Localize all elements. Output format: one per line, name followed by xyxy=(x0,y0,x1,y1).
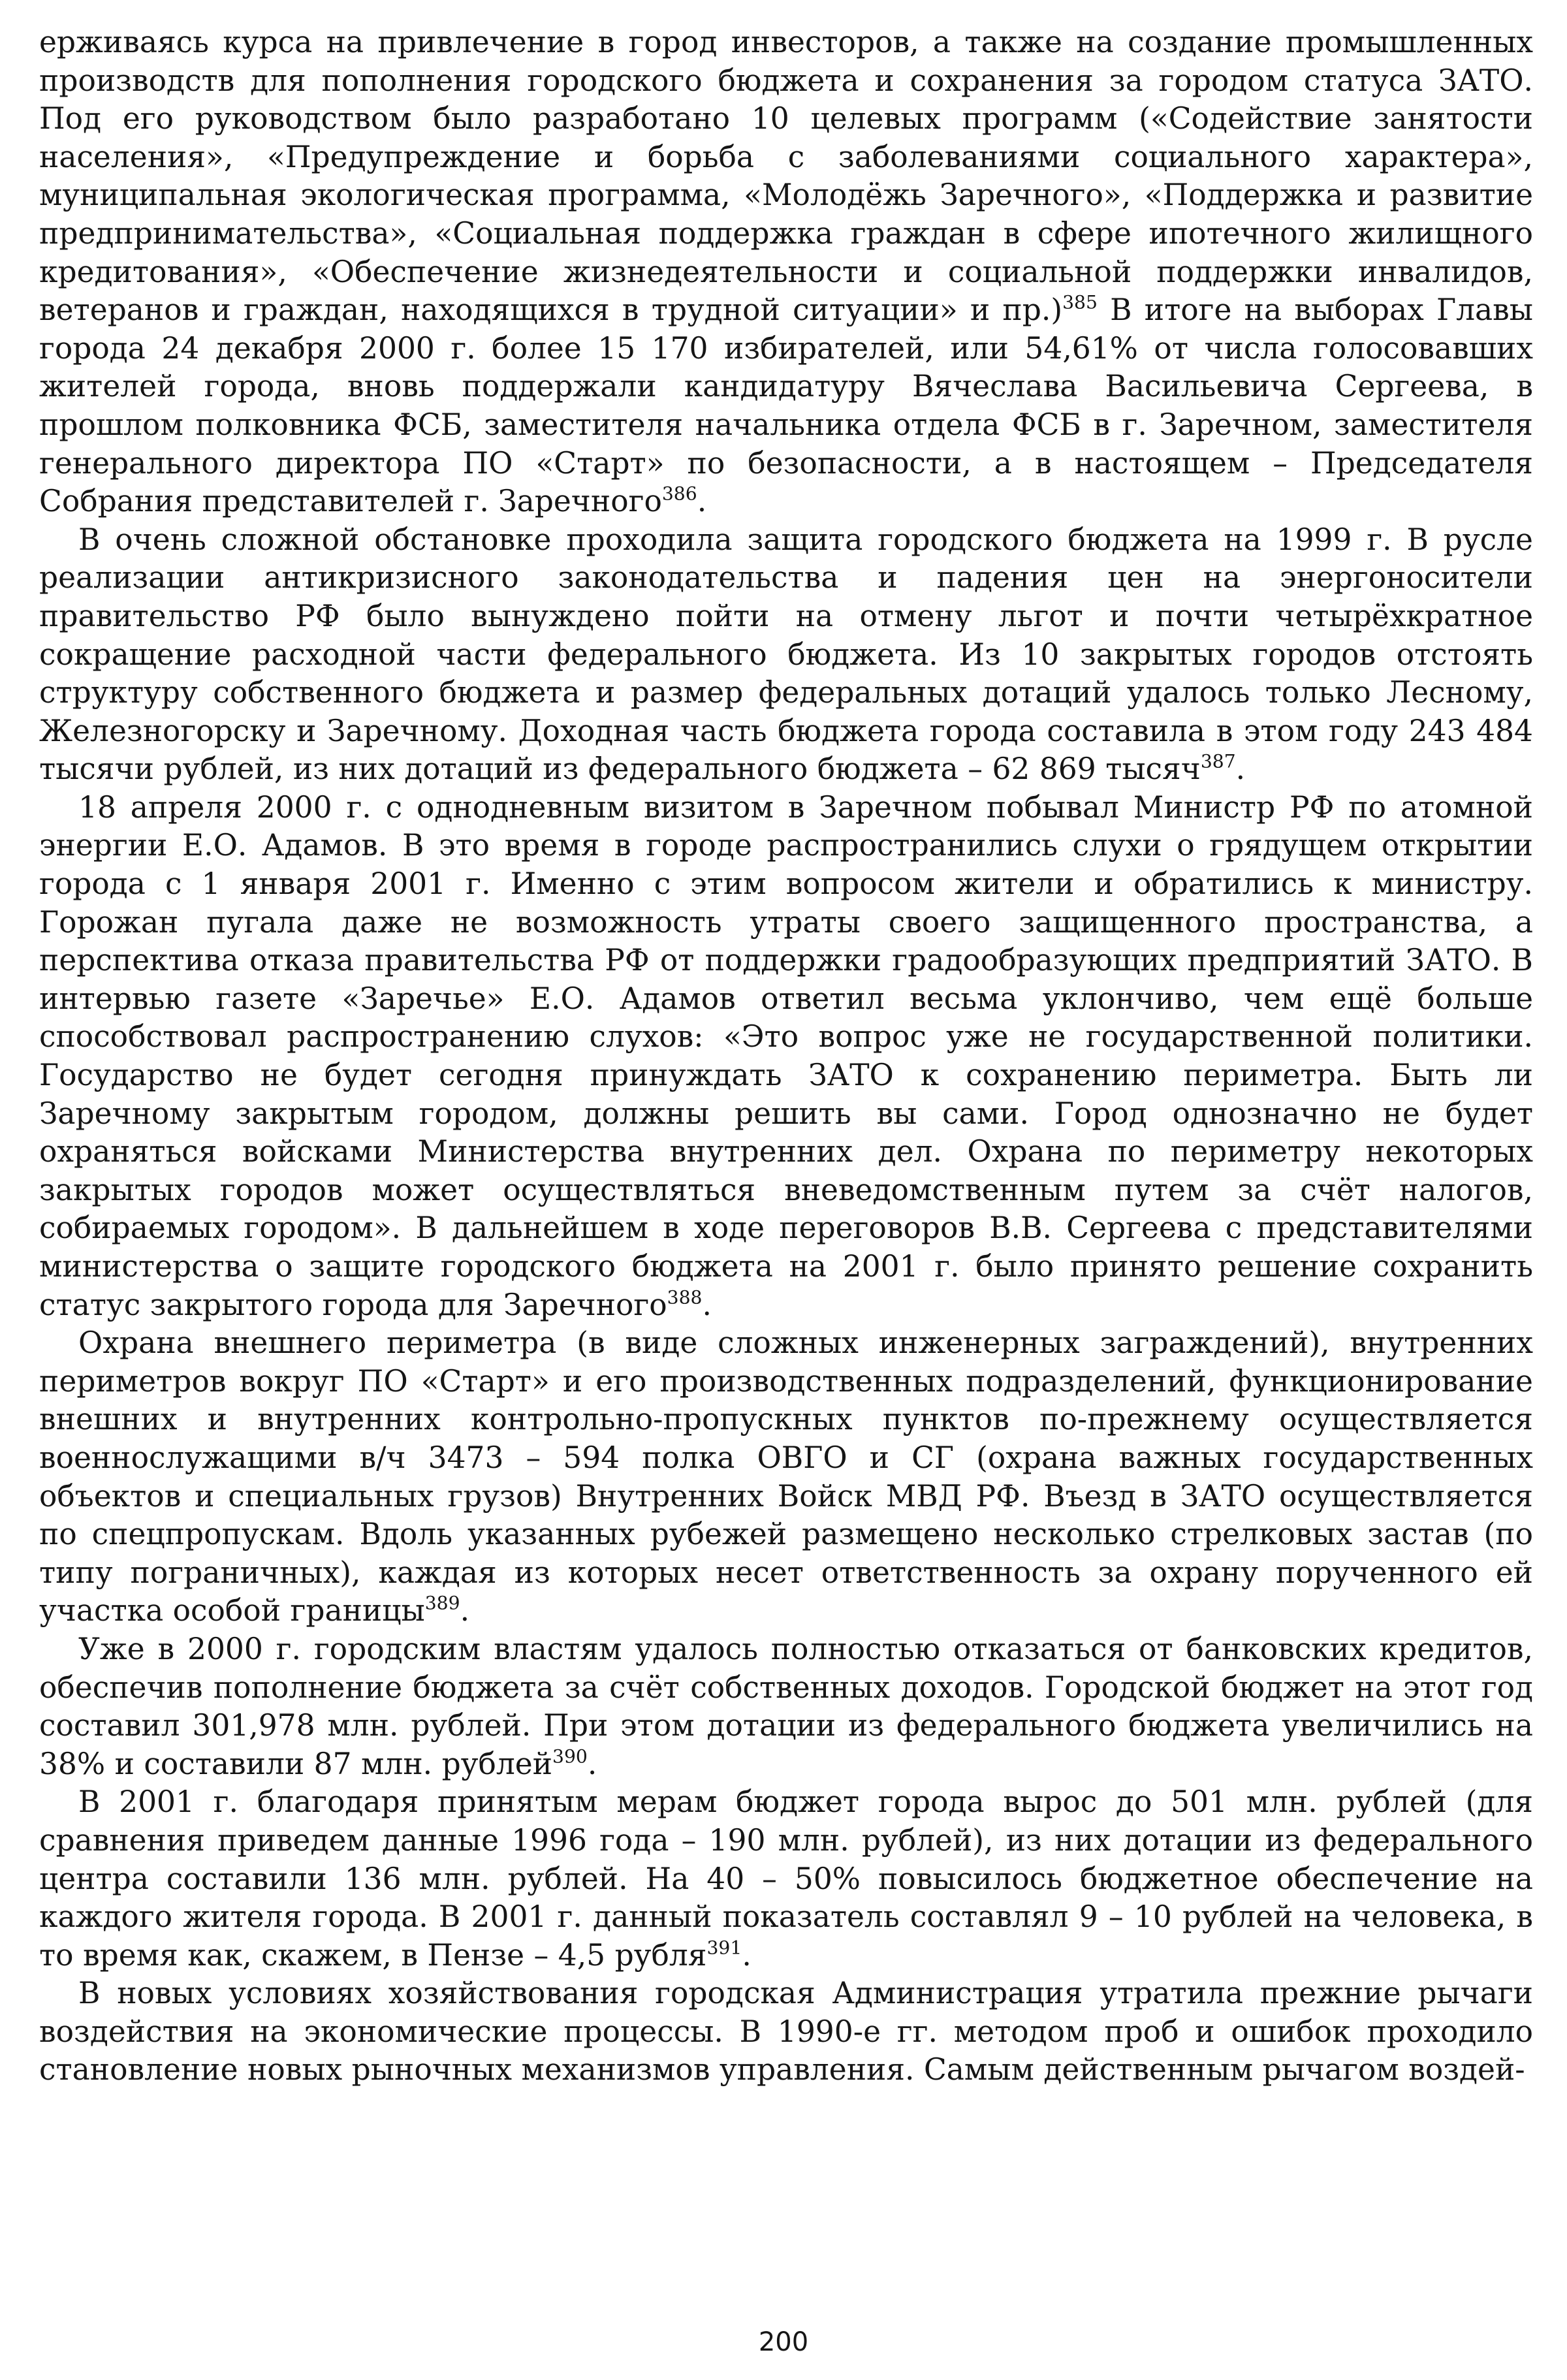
paragraph-text: . xyxy=(460,1593,470,1628)
footnote-ref: 388 xyxy=(667,1286,703,1309)
paragraph-2 xyxy=(39,521,1533,789)
paragraph-text: ерживаясь курса на привлечение в город инвесторов, а также на создание промышленных производств для пополнения городского бюджета и сохранения за городом статуса ЗАТО. Под его руководством было разработано 10 целевых программ («Содействие занятости населения», «Предупреждение и борьба с заболеваниями социального характера», муниципальная экологическая программа, «Молодёжь Заречного», «Поддержка и развитие предпринимательства», «Социальная поддержка граждан в сфере ипотечного жилищного кредитования», «Обеспечение жизнедеятельности и социальной поддержки инвалидов, ветеранов и граждан, находящихся в трудной ситуации» и пр.) xyxy=(39,25,1533,328)
paragraph-text: Охрана внешнего периметра (в виде сложных инженерных заграждений), внутренних периметров вокруг ПО «Старт» и его производственных подразделений, функционирование внешних и внутренних контрольно-пропускных пунктов по-прежнему осуществляется военнослужащими в/ч 3473 – 594 полка ОВГО и СГ (охрана важных государственных объектов и специальных грузов) Внутренних Войск МВД РФ. Въезд в ЗАТО осуществляется по спецпропускам. Вдоль указанных рубежей размещено несколько стрелковых застав (по типу пограничных), каждая из которых несет ответственность за охрану порученного ей участка особой границы xyxy=(39,1325,1533,1628)
paragraph-4 xyxy=(39,1324,1533,1630)
paragraph-text: В 2001 г. благодаря принятым мерам бюджет города вырос до 501 млн. рублей (для сравнения приведем данные 1996 года – 190 млн. рублей), из них дотации из федерального центра составили 136 млн. рублей. На 40 – 50% повысилось бюджетное обеспечение на каждого жителя города. В 2001 г. данный показатель составлял 9 – 10 рублей на человека, в то время как, скажем, в Пензе – 4,5 рубля xyxy=(39,1785,1533,1973)
paragraph-text: Уже в 2000 г. городским властям удалось полностью отказаться от банковских кредитов, обеспечив пополнение бюджета за счёт собственных доходов. Городской бюджет на этот год составил 301,978 млн. рублей. При этом дотации из федерального бюджета увеличились на 38% и составили 87 млн. рублей xyxy=(39,1631,1533,1781)
footnote-ref: 389 xyxy=(424,1592,460,1614)
paragraph-text: . xyxy=(1235,752,1246,787)
paragraph-text: В новых условиях хозяйствования городская Администрация утратила прежние рычаги воздействия на экономические процессы. В 1990-е гг. методом проб и ошибок проходило становление новых рыночных механизмов управления. Самым действенным рычагом воздей- xyxy=(39,1976,1533,2087)
page-number: 200 xyxy=(758,2327,809,2357)
page-body xyxy=(39,24,1533,2089)
paragraph-5 xyxy=(39,1630,1533,1783)
footnote-ref: 390 xyxy=(552,1745,588,1768)
paragraph-text: . xyxy=(697,484,707,519)
paragraph-3 xyxy=(39,789,1533,1324)
paragraph-text: . xyxy=(587,1746,597,1781)
footnote-ref: 391 xyxy=(706,1937,742,1959)
footnote-ref: 385 xyxy=(1062,291,1098,313)
paragraph-text: . xyxy=(702,1287,712,1322)
paragraph-6 xyxy=(39,1783,1533,1975)
paragraph-1 xyxy=(39,24,1533,521)
paragraph-text: В итоге на выборах Главы города 24 декабря 2000 г. более 15 170 избирателей, или 54,61% от числа голосовавших жителей города, вновь поддержали кандидатуру Вячеслава Васильевича Сергеева, в прошлом полковника ФСБ, заместителя начальника отдела ФСБ в г. Заречном, заместителя генерального директора ПО «Старт» по безопасности, а в настоящем – Председателя Собрания представителей г. Заречного xyxy=(39,293,1533,519)
footnote-ref: 387 xyxy=(1200,750,1236,772)
paragraph-text: . xyxy=(742,1937,752,1973)
paragraph-7 xyxy=(39,1975,1533,2089)
paragraph-text: 18 апреля 2000 г. с однодневным визитом в Заречном побывал Министр РФ по атомной энергии Е.О. Адамов. В это время в городе распространились слухи о грядущем открытии города с 1 января 2001 г. Именно с этим вопросом жители и обратились к министру. Горожан пугала даже не возможность утраты своего защищенного пространства, а перспектива отказа правительства РФ от поддержки градообразующих предприятий ЗАТО. В интервью газете «Заречье» Е.О. Адамов ответил весьма уклончиво, чем ещё больше способствовал распространению слухов: «Это вопрос уже не государственной политики. Государство не будет сегодня принуждать ЗАТО к сохранению периметра. Быть ли Заречному закрытым городом, должны решить вы сами. Город однозначно не будет охраняться войсками Министерства внутренних дел. Охрана по периметру некоторых закрытых городов может осуществляться вневедомственным путем за счёт налогов, собираемых городом». В дальнейшем в ходе переговоров В.В. Сергеева с представителями министерства о защите городского бюджета на 2001 г. было принято решение сохранить статус закрытого города для Заречного xyxy=(39,789,1533,1322)
paragraph-text: В очень сложной обстановке проходила защита городского бюджета на 1999 г. В русле реализации антикризисного законодательства и падения цен на энергоносители правительство РФ было вынуждено пойти на отмену льгот и почти четырёхкратное сокращение расходной части федерального бюджета. Из 10 закрытых городов отстоять структуру собственного бюджета и размер федеральных дотаций удалось только Лесному, Железногорску и Заречному. Доходная часть бюджета города составила в этом году 243 484 тысячи рублей, из них дотаций из федерального бюджета – 62 869 тысяч xyxy=(39,522,1533,787)
footnote-ref: 386 xyxy=(661,483,697,505)
